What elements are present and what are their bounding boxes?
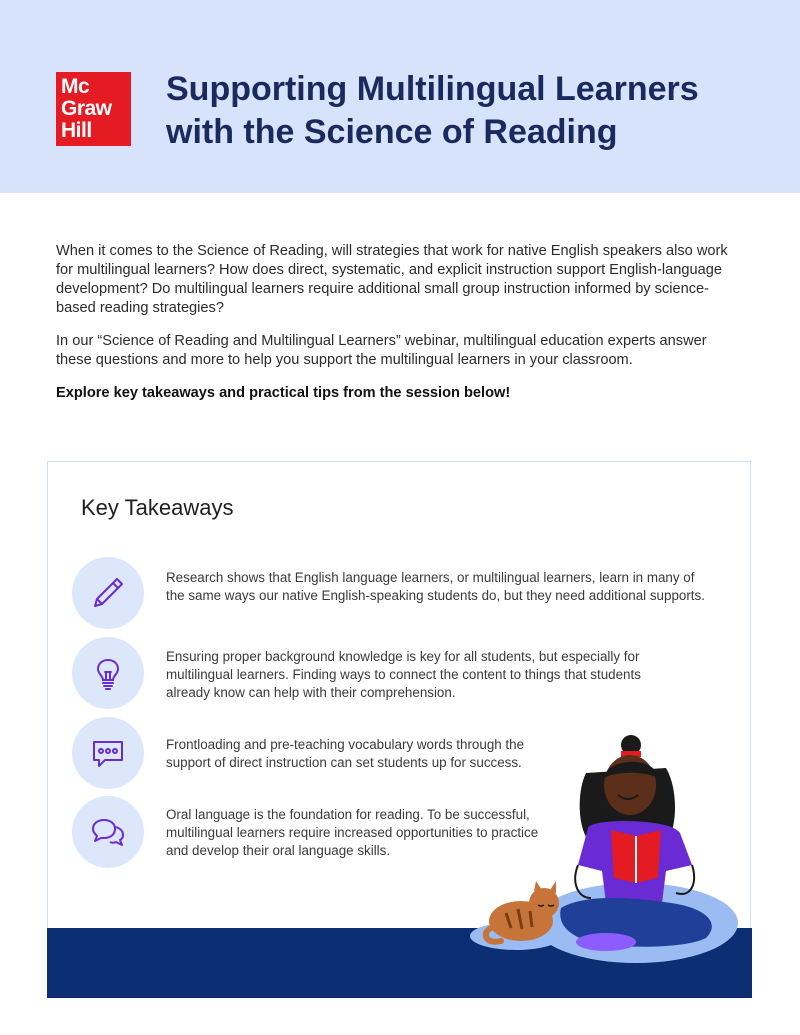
takeaway-text: Oral language is the foundation for reading. To be successful, multilingual learners require increased opportunities to practice and develop their oral language skills.	[166, 807, 539, 858]
header-banner	[0, 0, 800, 193]
mcgraw-hill-logo	[56, 72, 131, 146]
title-line-2: with the Science of Reading	[166, 113, 618, 151]
takeaway-text: Frontloading and pre-teaching vocabulary words through the support of direct instruction can set students up for success.	[166, 737, 525, 770]
conversation-icon	[72, 796, 144, 868]
page-title	[166, 68, 766, 154]
key-takeaways-title: Key Takeaways	[81, 495, 234, 520]
logo-line-2: Graw	[61, 97, 112, 120]
logo-line-1: Mc	[61, 75, 90, 98]
intro-paragraph-2: In our “Science of Reading and Multilingual Learners” webinar, multilingual education experts answer these questions and more to help you support the multilingual learners in your classroom.	[56, 333, 707, 368]
intro-paragraph-1: When it comes to the Science of Reading, will strategies that work for native English speakers also work for multilingual learners? How does direct, systematic, and explicit instruction support English-language development? Do multilingual learners require additional small group instruction informed by science-based reading strategies?	[56, 243, 728, 316]
speech-bubble-icon	[72, 717, 144, 789]
lightbulb-icon	[72, 637, 144, 709]
takeaway-text: Ensuring proper background knowledge is key for all students, but especially for multilingual learners. Finding ways to connect the content to things that students already know can help with their comprehension.	[166, 649, 641, 700]
title-line-1: Supporting Multilingual Learners	[166, 70, 699, 108]
takeaway-text: Research shows that English language learners, or multilingual learners, learn in many of the same ways our native English-speaking students do, but they need additional supports.	[166, 570, 705, 603]
intro-lead: Explore key takeaways and practical tips from the session below!	[56, 385, 511, 401]
logo-line-3: Hill	[61, 119, 92, 142]
pencil-icon	[72, 557, 144, 629]
reading-girl-illustration	[466, 733, 738, 973]
intro-section	[56, 242, 746, 417]
